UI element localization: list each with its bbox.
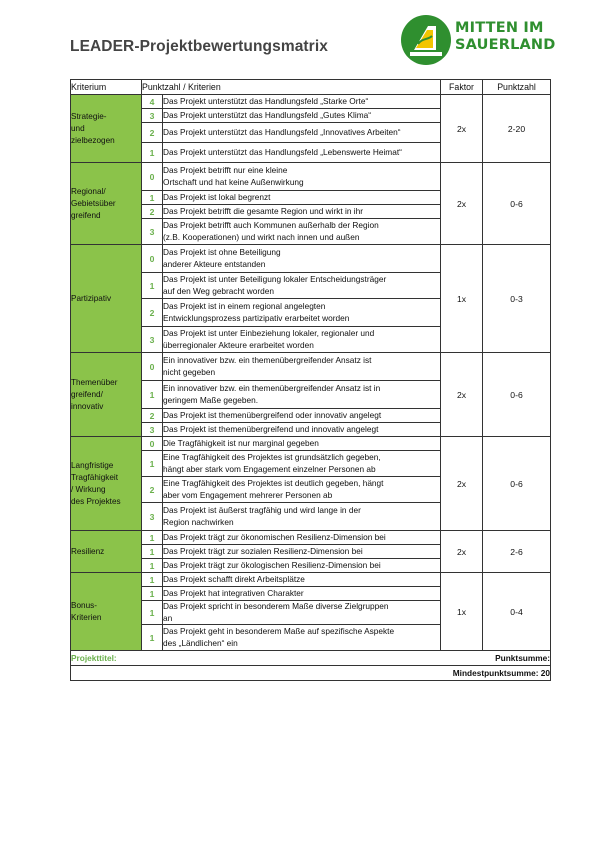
factor-value: 1x bbox=[441, 573, 483, 651]
column-header-punktzahl: Punktzahl bbox=[483, 80, 551, 95]
criterion-description: Ein innovativer bzw. ein themenübergreifender Ansatz ist nicht gegeben bbox=[163, 353, 441, 381]
column-header-kriterium: Kriterium bbox=[71, 80, 142, 95]
criterion-description: Das Projekt trägt zur ökologischen Resilienz-Dimension bei bbox=[163, 559, 441, 573]
criterion-description: Das Projekt schafft direkt Arbeitsplätze bbox=[163, 573, 441, 587]
criterion-description: Das Projekt hat integrativen Charakter bbox=[163, 587, 441, 601]
criterion-description: Das Projekt ist ohne Beteiligung anderer Akteure entstanden bbox=[163, 245, 441, 273]
criterion-description: Das Projekt ist unter Einbeziehung lokaler, regionaler und überregionaler Akteure erarbeitet worden bbox=[163, 327, 441, 353]
footer-row-projekttitel bbox=[71, 651, 551, 666]
criterion-description: Das Projekt ist äußerst tragfähig und wird lange in der Region nachwirken bbox=[163, 503, 441, 531]
table-row bbox=[71, 437, 551, 451]
points-value: 2 bbox=[142, 205, 163, 219]
page-title: LEADER-Projektbewertungsmatrix bbox=[70, 38, 328, 55]
criterion-label: Themenüber greifend/ innovativ bbox=[71, 353, 142, 437]
point-range-value: 0-6 bbox=[483, 437, 551, 531]
table-row bbox=[71, 95, 551, 109]
points-value: 1 bbox=[142, 587, 163, 601]
factor-value: 2x bbox=[441, 95, 483, 163]
criterion-description: Das Projekt betrifft nur eine kleine Ortschaft und hat keine Außenwirkung bbox=[163, 163, 441, 191]
factor-value: 1x bbox=[441, 245, 483, 353]
criterion-description: Das Projekt geht in besonderem Maße auf spezifische Aspekte des „Ländlichen“ ein bbox=[163, 625, 441, 651]
points-value: 4 bbox=[142, 95, 163, 109]
points-value: 0 bbox=[142, 245, 163, 273]
footer-row-mindestpunktsumme bbox=[71, 666, 551, 681]
criterion-description: Eine Tragfähigkeit des Projektes ist deutlich gegeben, hängt aber vom Engagement mehrerer Personen ab bbox=[163, 477, 441, 503]
criterion-description: Das Projekt ist lokal begrenzt bbox=[163, 191, 441, 205]
points-value: 1 bbox=[142, 625, 163, 651]
criterion-description: Die Tragfähigkeit ist nur marginal gegeben bbox=[163, 437, 441, 451]
evaluation-matrix-table bbox=[70, 79, 551, 681]
points-value: 3 bbox=[142, 503, 163, 531]
criterion-description: Das Projekt unterstützt das Handlungsfeld „Gutes Klima“ bbox=[163, 109, 441, 123]
points-value: 1 bbox=[142, 559, 163, 573]
points-value: 2 bbox=[142, 477, 163, 503]
criterion-label: Regional/ Gebietsüber greifend bbox=[71, 163, 142, 245]
point-range-value: 0-6 bbox=[483, 353, 551, 437]
points-value: 1 bbox=[142, 531, 163, 545]
criterion-description: Eine Tragfähigkeit des Projektes ist grundsätzlich gegeben, hängt aber stark vom Engagement einzelner Personen ab bbox=[163, 451, 441, 477]
criterion-label: Langfristige Tragfähigkeit / Wirkung des Projektes bbox=[71, 437, 142, 531]
points-value: 0 bbox=[142, 163, 163, 191]
points-value: 3 bbox=[142, 219, 163, 245]
points-value: 1 bbox=[142, 545, 163, 559]
criterion-label: Partizipativ bbox=[71, 245, 142, 353]
points-value: 1 bbox=[142, 381, 163, 409]
points-value: 1 bbox=[142, 451, 163, 477]
points-value: 1 bbox=[142, 273, 163, 299]
criterion-description: Das Projekt ist themenübergreifend und innovativ angelegt bbox=[163, 423, 441, 437]
table-row bbox=[71, 353, 551, 381]
minimum-point-sum: Mindestpunktsumme: 20 bbox=[71, 666, 551, 681]
column-header-punktzahl-kriterien: Punktzahl / Kriterien bbox=[142, 80, 441, 95]
criterion-description: Das Projekt trägt zur ökonomischen Resilienz-Dimension bei bbox=[163, 531, 441, 545]
logo-line-1: MITTEN IM bbox=[455, 20, 544, 36]
criterion-description: Das Projekt trägt zur sozialen Resilienz-Dimension bei bbox=[163, 545, 441, 559]
points-value: 3 bbox=[142, 327, 163, 353]
criterion-description: Das Projekt betrifft auch Kommunen außerhalb der Region (z.B. Kooperationen) und wirkt nach innen und außen bbox=[163, 219, 441, 245]
points-value: 2 bbox=[142, 409, 163, 423]
point-sum-label: Punktsumme: bbox=[441, 651, 551, 666]
logo-wordmark bbox=[455, 20, 556, 54]
factor-value: 2x bbox=[441, 531, 483, 573]
points-value: 3 bbox=[142, 109, 163, 123]
criterion-label: Bonus- Kriterien bbox=[71, 573, 142, 651]
table-row bbox=[71, 531, 551, 545]
project-title-label: Projekttitel: bbox=[71, 651, 441, 666]
criterion-description: Das Projekt ist in einem regional angelegten Entwicklungsprozess partizipativ erarbeitet worden bbox=[163, 299, 441, 327]
column-header-faktor: Faktor bbox=[441, 80, 483, 95]
criterion-description: Das Projekt ist themenübergreifend oder innovativ angelegt bbox=[163, 409, 441, 423]
points-value: 1 bbox=[142, 143, 163, 163]
points-value: 1 bbox=[142, 191, 163, 205]
point-range-value: 0-3 bbox=[483, 245, 551, 353]
criterion-label: Resilienz bbox=[71, 531, 142, 573]
table-row bbox=[71, 163, 551, 191]
points-value: 3 bbox=[142, 423, 163, 437]
criterion-description: Ein innovativer bzw. ein themenübergreifender Ansatz ist in geringem Maße gegeben. bbox=[163, 381, 441, 409]
point-range-value: 2-20 bbox=[483, 95, 551, 163]
criterion-description: Das Projekt spricht in besonderem Maße diverse Zielgruppen an bbox=[163, 601, 441, 625]
table-row bbox=[71, 245, 551, 273]
points-value: 2 bbox=[142, 299, 163, 327]
criterion-label: Strategie- und zielbezogen bbox=[71, 95, 142, 163]
criterion-description: Das Projekt betrifft die gesamte Region und wirkt in ihr bbox=[163, 205, 441, 219]
points-value: 0 bbox=[142, 353, 163, 381]
factor-value: 2x bbox=[441, 353, 483, 437]
criterion-description: Das Projekt unterstützt das Handlungsfeld „Starke Orte“ bbox=[163, 95, 441, 109]
factor-value: 2x bbox=[441, 437, 483, 531]
criterion-description: Das Projekt ist unter Beteiligung lokaler Entscheidungsträger auf den Weg gebracht worden bbox=[163, 273, 441, 299]
table-row bbox=[71, 573, 551, 587]
factor-value: 2x bbox=[441, 163, 483, 245]
points-value: 2 bbox=[142, 123, 163, 143]
logo-line-2: SAUERLAND bbox=[455, 37, 556, 53]
criterion-description: Das Projekt unterstützt das Handlungsfeld „Innovatives Arbeiten“ bbox=[163, 123, 441, 143]
criterion-description: Das Projekt unterstützt das Handlungsfeld „Lebenswerte Heimat“ bbox=[163, 143, 441, 163]
header-row bbox=[71, 80, 551, 95]
point-range-value: 0-4 bbox=[483, 573, 551, 651]
points-value: 0 bbox=[142, 437, 163, 451]
points-value: 1 bbox=[142, 573, 163, 587]
points-value: 1 bbox=[142, 601, 163, 625]
point-range-value: 0-6 bbox=[483, 163, 551, 245]
point-range-value: 2-6 bbox=[483, 531, 551, 573]
matrix-body bbox=[71, 95, 551, 651]
